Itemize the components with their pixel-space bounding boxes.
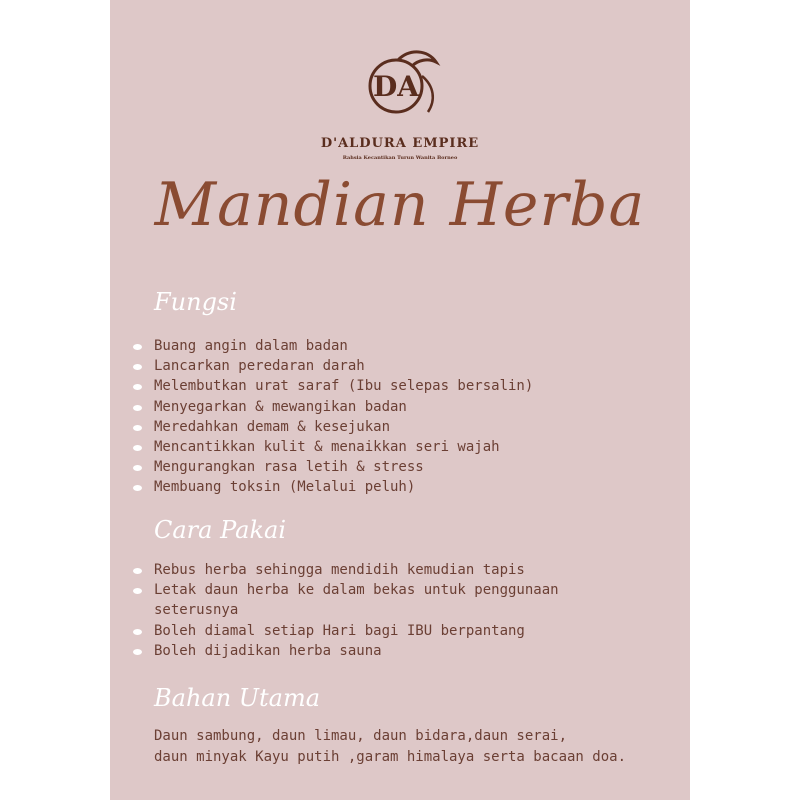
section-heading-bahan-utama: Bahan Utama [154,684,321,712]
list-item [130,376,533,396]
brand-logo [358,42,442,120]
list-item-text: Melembutkan urat saraf (Ibu selepas bersalin) [154,378,534,395]
list-item-text: Menyegarkan & mewangikan badan [154,398,407,415]
bullet-icon [133,405,142,411]
list-item-text: Letak daun herba ke dalam bekas untuk penggunaan seterusnya [154,582,559,619]
list-item [130,437,533,457]
list-item-text: Membuang toksin (Melalui peluh) [154,479,416,496]
bullet-icon [133,425,142,431]
list-item [130,417,533,437]
list-item [130,560,559,580]
fungsi-list [130,336,533,498]
herbal-bath-card [110,0,690,800]
page-title: Mandian Herba [154,170,646,240]
brand-name: D'ALDURA EMPIRE [320,136,480,151]
bullet-icon [133,384,142,390]
list-item-text: Mencantikkan kulit & menaikkan seri wajah [154,439,500,456]
list-item [130,356,533,376]
section-heading-fungsi: Fungsi [154,288,237,316]
list-item-text: Boleh diamal setiap Hari bagi IBU berpantang [154,622,525,639]
bullet-icon [133,344,142,350]
list-item [130,397,533,417]
section-heading-cara-pakai: Cara Pakai [154,516,286,544]
bullet-icon [133,629,142,635]
list-item-text: Mengurangkan rasa letih & stress [154,459,424,476]
list-item-text: Buang angin dalam badan [154,338,348,354]
bullet-icon [133,445,142,451]
bullet-icon [133,588,142,594]
list-item [130,641,559,661]
list-item-text: Lancarkan peredaran darah [154,358,365,375]
list-item-text: Boleh dijadikan herba sauna [154,642,382,659]
brand-tagline: Rahsia Kecantikan Turun Wanita Borneo [342,155,458,161]
cara-pakai-list [130,560,559,661]
bullet-icon [133,364,142,370]
ingredients-text: Daun sambung, daun limau, daun bidara,daun serai, daun minyak Kayu putih ,garam himalaya serta bacaan doa. [154,728,627,765]
bullet-icon [133,568,142,574]
bullet-icon [133,465,142,471]
list-item [130,621,559,641]
list-item [130,580,559,620]
list-item [130,336,533,356]
list-item [130,457,533,477]
list-item [130,477,533,497]
logo-monogram: DA [372,70,420,103]
bullet-icon [133,485,142,491]
bullet-icon [133,649,142,655]
list-item-text: Rebus herba sehingga mendidih kemudian tapis [154,562,525,578]
list-item-text: Meredahkan demam & kesejukan [154,418,391,435]
